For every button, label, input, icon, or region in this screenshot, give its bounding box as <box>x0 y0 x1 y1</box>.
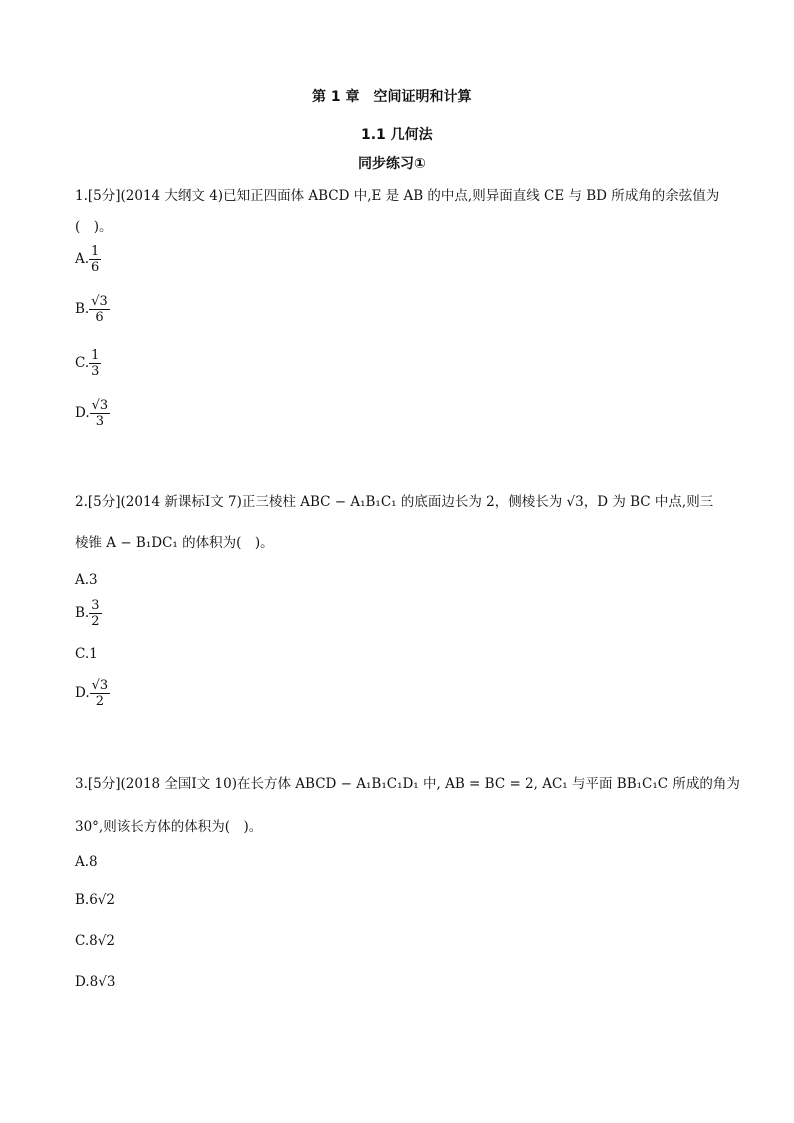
option-value: 8√2 <box>89 933 115 949</box>
chapter-title: 第 1 章 空间证明和计算 <box>312 89 472 105</box>
question-3-stem-line2: 30°,则该长方体的体积为( )。 <box>75 819 263 835</box>
question-2-option-a <box>75 571 98 589</box>
option-value: 6√2 <box>89 892 115 908</box>
question-1-option-b <box>75 294 110 325</box>
option-label: C. <box>75 355 90 371</box>
option-label: D. <box>75 974 90 990</box>
fraction-denominator: 3 <box>91 364 100 379</box>
fraction <box>89 294 110 325</box>
question-3-option-b <box>75 891 115 909</box>
question-1-option-c <box>75 348 101 379</box>
fraction-numerator: 3 <box>91 598 100 613</box>
option-label: B. <box>75 605 90 621</box>
option-value: 8 <box>89 854 98 870</box>
option-label: C. <box>75 933 90 949</box>
fraction-denominator: 6 <box>91 260 100 275</box>
option-label: D. <box>75 405 90 421</box>
question-3-stem-line1: 3.[5分](2018 全国Ⅰ文 10)在长方体 ABCD − A₁B₁C₁D₁ 中, AB = BC = 2, AC₁ 与平面 BB₁C₁C 所成的角为 <box>75 776 740 792</box>
question-2-option-b <box>75 598 102 629</box>
option-label: C. <box>75 646 90 662</box>
question-2-option-c <box>75 645 98 663</box>
question-1-option-a <box>75 244 101 275</box>
fraction-numerator: √3 <box>91 398 109 413</box>
fraction-denominator: 3 <box>95 414 105 429</box>
option-value: 8√3 <box>89 974 116 990</box>
option-label: A. <box>75 572 90 588</box>
question-3-option-c <box>75 932 115 950</box>
fraction-numerator: √3 <box>91 294 108 309</box>
fraction <box>89 598 101 629</box>
fraction <box>90 398 111 429</box>
fraction-numerator: 1 <box>91 348 100 363</box>
question-3-option-d <box>75 973 115 991</box>
section-title: 1.1 几何法 <box>361 127 433 143</box>
fraction <box>89 244 101 275</box>
option-label: B. <box>75 301 90 317</box>
question-2-option-d <box>75 678 110 709</box>
question-2-stem-line2: 棱锥 A − B₁DC₁ 的体积为( )。 <box>75 535 274 551</box>
question-1-option-d <box>75 398 110 429</box>
option-label: B. <box>75 892 90 908</box>
fraction-numerator: √3 <box>91 678 109 693</box>
option-value: 3 <box>89 572 98 588</box>
question-3-option-a <box>75 853 98 871</box>
question-2-stem-line1: 2.[5分](2014 新课标Ⅰ文 7)正三棱柱 ABC − A₁B₁C₁ 的底面边长为 2，侧棱长为 √3，D 为 BC 中点,则三 <box>75 494 714 510</box>
option-value: 1 <box>89 646 98 662</box>
subsection-title: 同步练习① <box>358 156 426 172</box>
fraction-numerator: 1 <box>91 244 100 259</box>
fraction <box>90 678 111 709</box>
fraction-denominator: 2 <box>95 694 105 709</box>
option-label: A. <box>75 854 90 870</box>
option-label: D. <box>75 685 90 701</box>
fraction <box>89 348 101 379</box>
question-1-stem-line1: 1.[5分](2014 大纲文 4)已知正四面体 ABCD 中,E 是 AB 的中点,则异面直线 CE 与 BD 所成角的余弦值为 <box>75 188 720 204</box>
question-1-stem-line2: ( )。 <box>75 219 113 235</box>
fraction-denominator: 2 <box>91 614 100 629</box>
option-label: A. <box>75 251 90 267</box>
fraction-denominator: 6 <box>95 310 104 325</box>
